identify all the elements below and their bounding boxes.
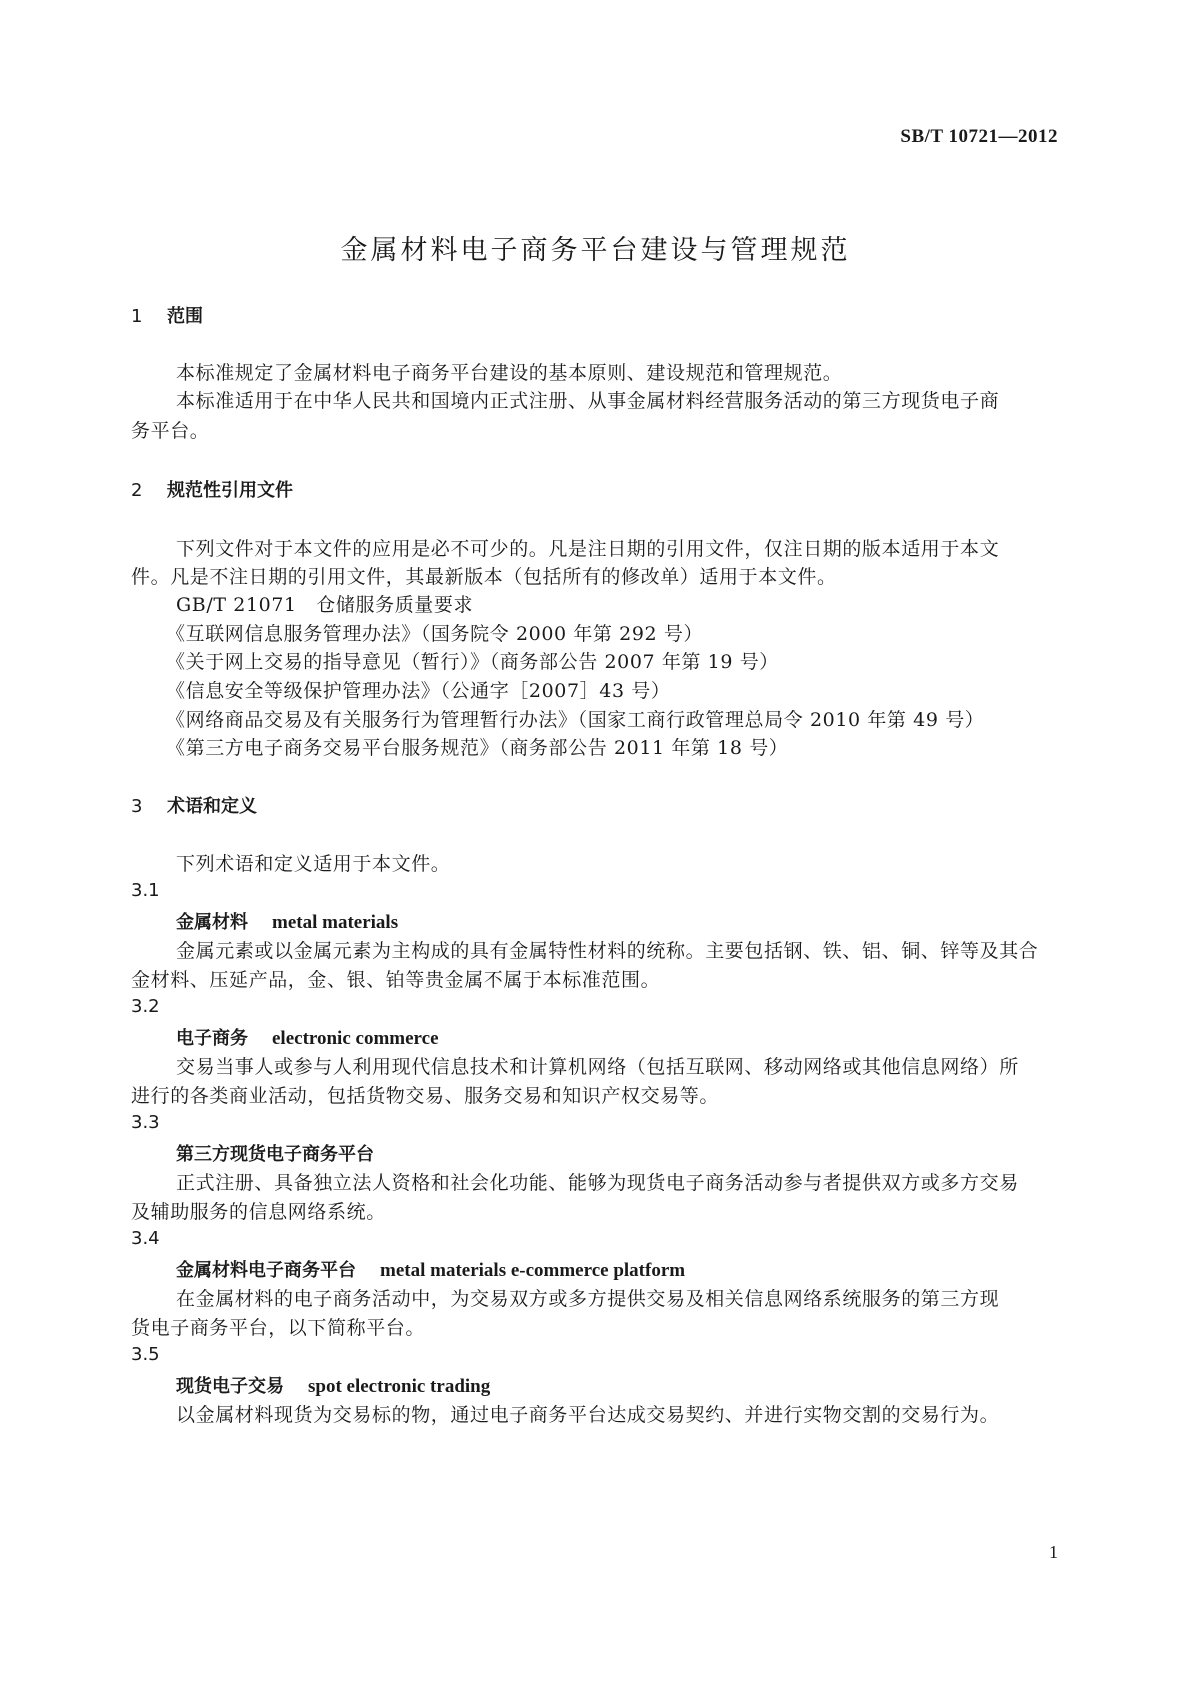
term-zh: 金属材料电子商务平台 (176, 1260, 356, 1281)
term-zh: 电子商务 (176, 1028, 248, 1049)
section-1-paragraph: 本标准规定了金属材料电子商务平台建设的基本原则、建设规范和管理规范。 (176, 362, 843, 384)
term-definition: 交易当事人或参与人利用现代信息技术和计算机网络（包括互联网、移动网络或其他信息网络）所 (176, 1056, 1019, 1078)
document-title: 金属材料电子商务平台建设与管理规范 (340, 235, 851, 266)
term-number: 3.2 (131, 996, 160, 1017)
term-zh: 金属材料 (176, 912, 248, 933)
term-en: metal materials e-commerce platform (380, 1260, 686, 1281)
section-title: 范围 (167, 306, 203, 327)
section-1-heading (131, 302, 203, 328)
section-3-intro: 下列术语和定义适用于本文件。 (176, 853, 451, 875)
term-en: electronic commerce (272, 1028, 439, 1049)
term-definition: 金属元素或以金属元素为主构成的具有金属特性材料的统称。主要包括钢、铁、铝、铜、锌等及其合 (176, 940, 1039, 962)
term-heading (176, 1256, 685, 1282)
section-number: 2 (131, 480, 143, 501)
term-definition-continued: 及辅助服务的信息网络系统。 (131, 1201, 386, 1223)
term-definition-continued: 进行的各类商业活动，包括货物交易、服务交易和知识产权交易等。 (131, 1085, 720, 1107)
reference-item: 《互联网信息服务管理办法》（国务院令 2000 年第 292 号） (166, 623, 704, 645)
section-1-paragraph-continued: 务平台。 (131, 420, 210, 442)
term-definition-continued: 金材料、压延产品，金、银、铂等贵金属不属于本标准范围。 (131, 969, 661, 991)
term-zh: 现货电子交易 (176, 1376, 284, 1397)
reference-item: 《信息安全等级保护管理办法》（公通字［2007］43 号） (166, 680, 671, 702)
reference-item: 《关于网上交易的指导意见（暂行）》（商务部公告 2007 年第 19 号） (166, 651, 779, 673)
term-heading (176, 1372, 490, 1398)
term-heading (176, 1024, 439, 1050)
section-2-intro-continued: 件。凡是不注日期的引用文件，其最新版本（包括所有的修改单）适用于本文件。 (131, 566, 837, 588)
term-number: 3.4 (131, 1228, 160, 1249)
reference-item: 《第三方电子商务交易平台服务规范》（商务部公告 2011 年第 18 号） (166, 737, 789, 759)
section-1-paragraph: 本标准适用于在中华人民共和国境内正式注册、从事金属材料经营服务活动的第三方现货电子商 (176, 390, 1000, 412)
term-heading (176, 1140, 374, 1166)
term-heading (176, 908, 398, 934)
standard-code: SB/T 10721—2012 (900, 126, 1058, 147)
term-definition: 正式注册、具备独立法人资格和社会化功能、能够为现货电子商务活动参与者提供双方或多方交易 (176, 1172, 1019, 1194)
term-zh: 第三方现货电子商务平台 (176, 1144, 374, 1165)
section-title: 术语和定义 (167, 796, 257, 817)
term-en: spot electronic trading (308, 1376, 491, 1397)
term-number: 3.5 (131, 1344, 160, 1365)
term-number: 3.1 (131, 880, 160, 901)
reference-item: GB/T 21071 仓储服务质量要求 (176, 594, 474, 616)
term-definition-continued: 货电子商务平台，以下简称平台。 (131, 1317, 426, 1339)
section-2-heading (131, 476, 293, 502)
section-3-heading (131, 792, 257, 818)
section-2-intro: 下列文件对于本文件的应用是必不可少的。凡是注日期的引用文件，仅注日期的版本适用于本文 (176, 538, 1000, 560)
term-definition: 在金属材料的电子商务活动中，为交易双方或多方提供交易及相关信息网络系统服务的第三方现 (176, 1288, 1000, 1310)
section-number: 3 (131, 796, 143, 817)
term-definition: 以金属材料现货为交易标的物，通过电子商务平台达成交易契约、并进行实物交割的交易行为。 (176, 1404, 1000, 1426)
section-title: 规范性引用文件 (167, 480, 293, 501)
reference-item: 《网络商品交易及有关服务行为管理暂行办法》（国家工商行政管理总局令 2010 年第 49 号） (166, 709, 985, 731)
term-en: metal materials (272, 912, 399, 933)
term-number: 3.3 (131, 1112, 160, 1133)
section-number: 1 (131, 306, 143, 327)
page-number: 1 (1049, 1542, 1058, 1562)
